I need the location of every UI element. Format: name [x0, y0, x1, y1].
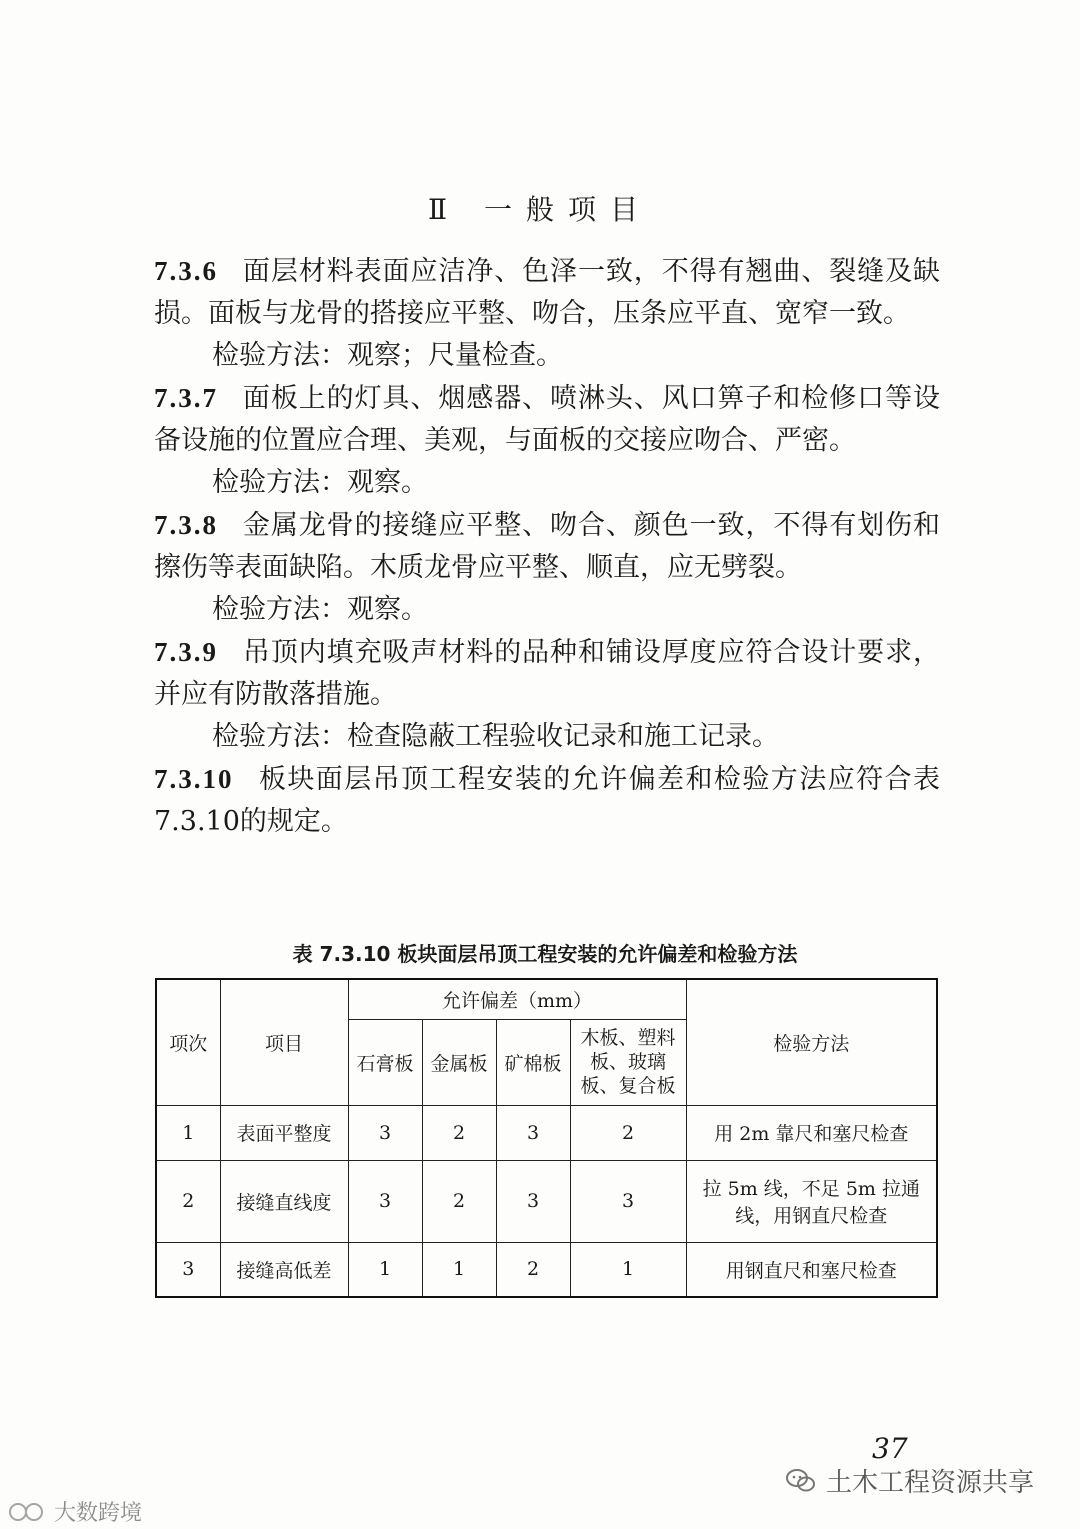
clause-number: 7.3.8 — [154, 510, 218, 540]
cell-method: 拉 5m 线，不足 5m 拉通线，用钢直尺检查 — [686, 1160, 937, 1242]
cell-mineral: 3 — [496, 1105, 570, 1160]
clause-text: 板块面层吊顶工程安装的允许偏差和检验方法应符合表7.3.10的规定。 — [154, 764, 940, 837]
cell-wood: 2 — [570, 1105, 686, 1160]
table-row — [156, 1160, 937, 1242]
clause-number: 7.3.9 — [154, 637, 218, 667]
cell-mineral: 3 — [496, 1160, 570, 1242]
clause-7-3-10 — [154, 758, 940, 843]
cell-wood: 3 — [570, 1160, 686, 1242]
header-mineral: 矿棉板 — [496, 1019, 570, 1105]
page-number: 37 — [872, 1432, 908, 1465]
cell-item: 表面平整度 — [220, 1105, 348, 1160]
header-wood: 木板、塑料板、玻璃板、复合板 — [570, 1019, 686, 1105]
clause-7-3-8 — [154, 504, 940, 589]
cell-index: 3 — [156, 1242, 220, 1297]
cell-metal: 1 — [422, 1242, 496, 1297]
clause-number: 7.3.6 — [154, 256, 218, 286]
cell-gypsum: 3 — [348, 1160, 422, 1242]
clause-7-3-9 — [154, 631, 940, 716]
deviation-table — [155, 978, 938, 1298]
watermark-right-text: 土木工程资源共享 — [826, 1468, 1035, 1498]
clause-7-3-6 — [154, 250, 940, 335]
brand-logo-icon — [8, 1501, 48, 1523]
clause-7-3-7 — [154, 377, 940, 462]
clause-text: 面层材料表面应洁净、色泽一致，不得有翘曲、裂缝及缺损。面板与龙骨的搭接应平整、吻合，压条应平直、宽窄一致。 — [154, 256, 940, 329]
table-caption: 表 7.3.10 板块面层吊顶工程安装的允许偏差和检验方法 — [292, 942, 798, 966]
inspection-method: 检验方法：观察。 — [212, 594, 428, 625]
cell-mineral: 2 — [496, 1242, 570, 1297]
inspection-method: 检验方法：检查隐蔽工程验收记录和施工记录。 — [212, 721, 779, 752]
cell-item: 接缝直线度 — [220, 1160, 348, 1242]
wechat-icon — [786, 1468, 816, 1494]
clause-text: 金属龙骨的接缝应平整、吻合、颜色一致，不得有划伤和擦伤等表面缺陷。木质龙骨应平整、顺直，应无劈裂。 — [154, 510, 940, 583]
watermark-left-text: 大数跨境 — [54, 1501, 143, 1526]
cell-wood: 1 — [570, 1242, 686, 1297]
header-item: 项目 — [220, 979, 348, 1105]
cell-index: 1 — [156, 1105, 220, 1160]
watermark-right — [786, 1462, 1034, 1499]
clause-text: 面板上的灯具、烟感器、喷淋头、风口箅子和检修口等设备设施的位置应合理、美观，与面板的交接应吻合、严密。 — [154, 383, 940, 456]
cell-metal: 2 — [422, 1105, 496, 1160]
inspection-method: 检验方法：观察；尺量检查。 — [212, 340, 563, 371]
clause-number: 7.3.7 — [154, 383, 218, 413]
watermark-left — [8, 1496, 142, 1527]
section-heading: Ⅱ 一般项目 — [428, 193, 652, 226]
header-metal: 金属板 — [422, 1019, 496, 1105]
cell-metal: 2 — [422, 1160, 496, 1242]
table-row — [156, 1105, 937, 1160]
cell-gypsum: 1 — [348, 1242, 422, 1297]
clause-number: 7.3.10 — [154, 764, 234, 794]
header-method: 检验方法 — [686, 979, 937, 1105]
cell-index: 2 — [156, 1160, 220, 1242]
clause-list — [154, 250, 940, 843]
cell-gypsum: 3 — [348, 1105, 422, 1160]
cell-method: 用钢直尺和塞尺检查 — [686, 1242, 937, 1297]
clause-text: 吊顶内填充吸声材料的品种和铺设厚度应符合设计要求，并应有防散落措施。 — [154, 637, 940, 710]
header-index: 项次 — [156, 979, 220, 1105]
cell-method: 用 2m 靠尺和塞尺检查 — [686, 1105, 937, 1160]
table-row — [156, 1242, 937, 1297]
header-deviation: 允许偏差（mm） — [348, 979, 686, 1019]
header-gypsum: 石膏板 — [348, 1019, 422, 1105]
cell-item: 接缝高低差 — [220, 1242, 348, 1297]
inspection-method: 检验方法：观察。 — [212, 467, 428, 498]
